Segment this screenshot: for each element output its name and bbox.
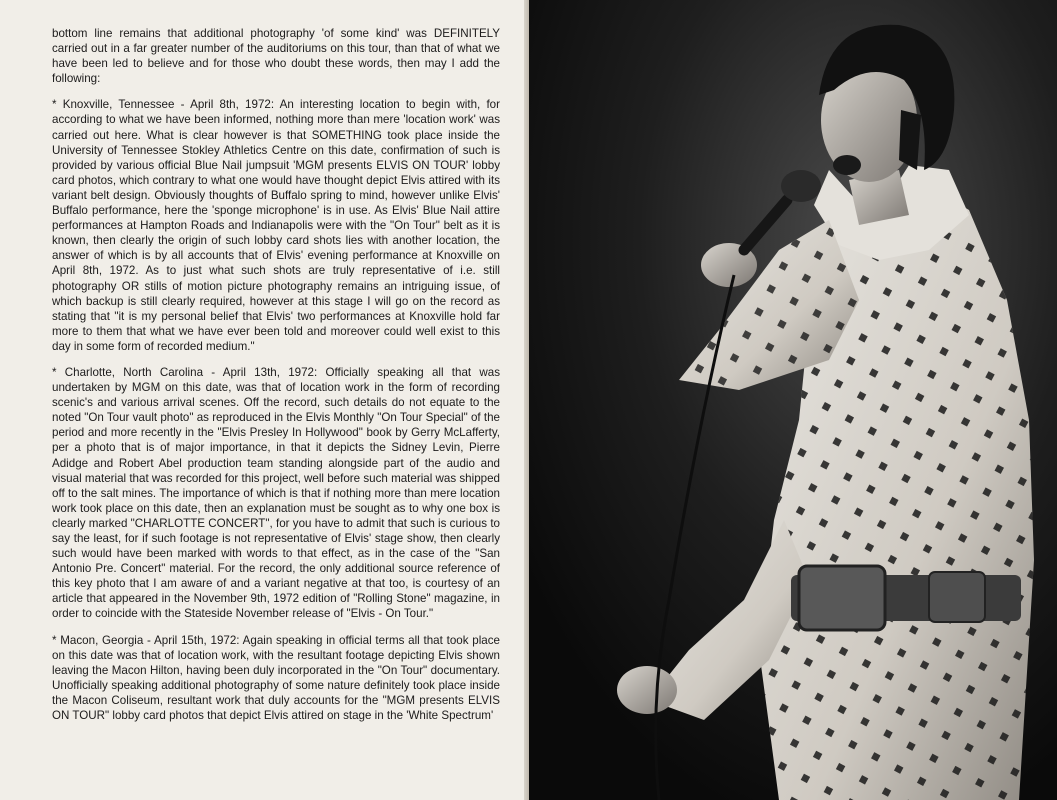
article-paragraph-knoxville: * Knoxville, Tennessee - April 8th, 1972: An interesting location to begin with, for according to what we have been informed, nothing more than mere 'location work' was carried out here. What is clear however is that SOMETHING took place inside the University of Tennessee Stokley Athletics Centre on this date, confirmation of such is provided by various official Blue Nail jumpsuit 'MGM presents ELVIS ON TOUR' lobby card photos, which contrary to what one would have thought depict Elvis attired with its variant belt design. Obviously thoughts of Buffalo spring to mind, however unlike Elvis' Buffalo performance, here the 'sponge microphone' is in use. As Elvis' Blue Nail attire performances at Hampton Roads and Indianapolis were with the "On Tour" belt as it is known, then clearly the origin of such lobby card shots lies with another location, the answer of which is by all accounts that of Elvis' evening performance at Knoxville on April 8th, 1972. As to just what such shots are truly representative of i.e. still photography OR stills of motion picture photography remains an intriguing issue, of which backup is still clearly required, however at this stage I will go on the record as stating that "it is my personal belief that Elvis' two performances at Knoxville hold far more to them that what we have ever been told and moreover could well exist to this day in some form of recorded medium." bbox=[52, 98, 500, 353]
article-paragraph-intro: bottom line remains that additional photography 'of some kind' was DEFINITELY carried out in a far greater number of the auditoriums on this tour, than that of what we have been led to believe and for those who doubt these words, then may I add the following: bbox=[52, 27, 500, 86]
text-page bbox=[0, 0, 527, 800]
performer-photo bbox=[529, 0, 1057, 800]
article-paragraph-macon: * Macon, Georgia - April 15th, 1972: Again speaking in official terms all that took place on this date was that of location work, with the resultant footage depicting Elvis shown leaving the Macon Hilton, having been duly incorporated in the "On Tour" documentary. Unofficially speaking additional photography of some nature definitely took place inside the Macon Coliseum, resultant work that duly accounts for the "MGM presents ELVIS ON TOUR" lobby card photos that depict Elvis attired on stage in the 'White Spectrum' bbox=[52, 633, 500, 723]
microphone-head bbox=[781, 170, 821, 202]
belt-buckle bbox=[799, 566, 885, 630]
hand-lower bbox=[617, 666, 677, 714]
article-paragraph-charlotte: * Charlotte, North Carolina - April 13th, 1972: Officially speaking all that was undertaken by MGM on this date, was that of location work in the form of recording scenic's and various arrival scenes. Off the record, such details do not equate to the noted "On Tour vault photo" as reproduced in the Elvis Monthly "On Tour Special" of the period and more recently in the "Elvis Presley In Hollywood" book by Gerry McLafferty, per a photo that is of major importance, in that it depicts the Sidney Levin, Pierre Adidge and Robert Abel production team standing alongside part of the audio and visual material that was recorded for this project, well before such material was shipped off to the salt mines. The importance of which is that if nothing more than mere location work took place on this date, then an explanation must be sought as to why one box is clearly marked "CHARLOTTE CONCERT", for you have to admit that such is curious to say the least, for if such footage is not representative of Elvis' stage show, then clearly such would have been marked with words to that effect, as in the case of the "San Antonio Pre. Concert" material. For the record, the only additional source reference of this key photo that I am aware of and a variant negative at that too, is courtesy of an article that appeared in the November 9th, 1972 edition of "Rolling Stone" magazine, in order to coincide with the Stateside November release of "Elvis - On Tour." bbox=[52, 365, 500, 621]
belt-plate bbox=[929, 572, 985, 622]
open-mouth bbox=[833, 155, 861, 175]
photo-page bbox=[529, 0, 1057, 800]
article-text-column bbox=[52, 26, 500, 734]
